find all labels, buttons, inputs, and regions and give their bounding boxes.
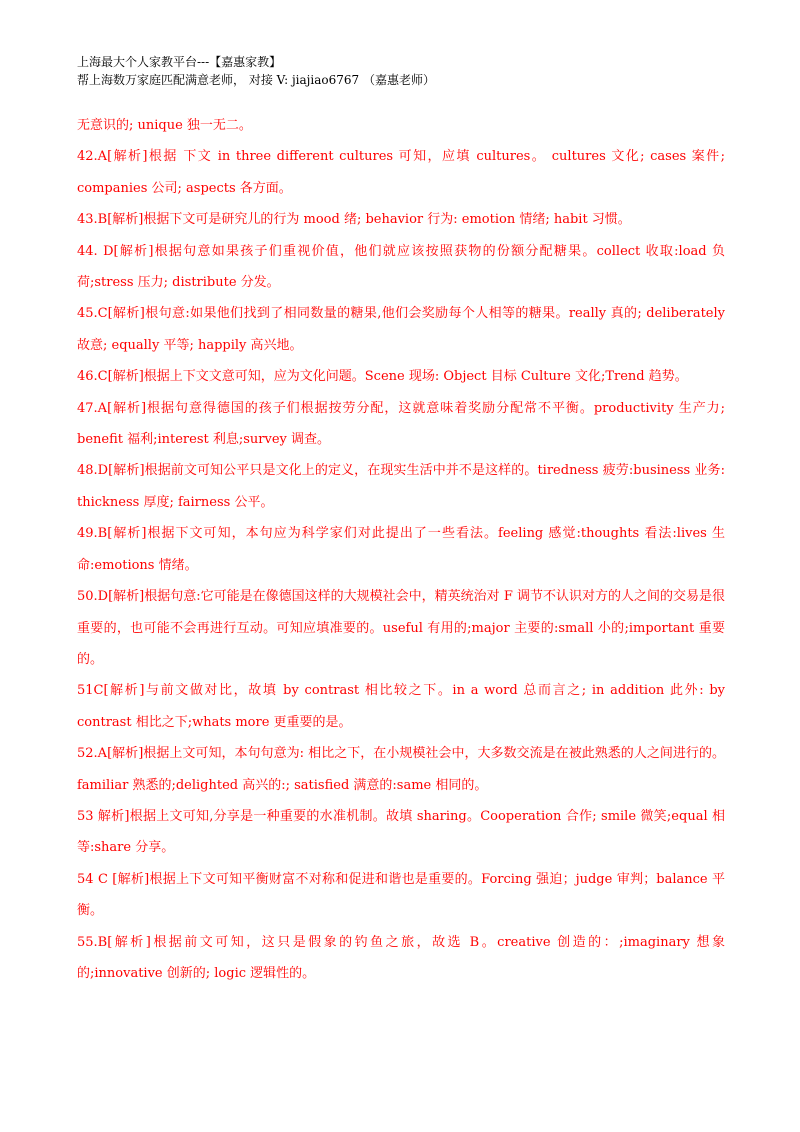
answer-48: 48.D[解析]根据前文可知公平只是文化上的定义，在现实生活中并不是这样的。tiredness 疲劳:business 业务: thickness 厚度; fairness 公平。 [77, 463, 725, 510]
answer-51: 51C[解析]与前文做对比，故填 by contrast 相比较之下。in a word 总而言之; in addition 此外: by contrast 相比之下;whats more 更重要的是。 [77, 683, 725, 730]
answer-44: 44. D[解析]根据句意如果孩子们重视价值，他们就应该按照获物的份额分配糖果。collect 收取:load 负荷;stress 压力; distribute 分发。 [77, 243, 725, 291]
answer-45: 45.C[解析]根句意:如果他们找到了相同数量的糖果,他们会奖励每个人相等的糖果。really 真的; deliberately 故意; equally 平等; happily 高兴地。 [77, 306, 725, 353]
answer-50: 50.D[解析]根据句意:它可能是在像德国这样的大规模社会中，精英统治对 F 调节不认识对方的人之间的交易是很重要的，也可能不会再进行互动。可知应填准要的。useful 有用的;major 主要的:small 小的;important 重要的。 [77, 589, 725, 667]
page-header [77, 53, 737, 89]
header-line-1: 上海最大个人家教平台---【嘉惠家教】 [77, 55, 282, 69]
answer-55: 55.B[解析]根据前文可知，这只是假象的钓鱼之旅，故选 B。creative 创造的：;imaginary 想象的;innovative 创新的; logic 逻辑性的。 [77, 934, 725, 981]
answer-explanations [77, 110, 725, 989]
answer-52: 52.A[解析]根据上文可知，本句句意为: 相比之下，在小规模社会中，大多数交流是在被此熟悉的人之间进行的。familiar 熟悉的;delighted 高兴的:; satisfied 满意的:same 相同的。 [77, 746, 725, 793]
answer-42: 42.A[解析]根据 下文 in three different cultures 可知，应填 cultures。 cultures 文化; cases 案件; companies 公司; aspects 各方面。 [77, 149, 725, 196]
answer-54: 54 C [解析]根据上下文可知平衡财富不对称和促进和谐也是重要的。Forcing 强迫；judge 审判；balance 平衡。 [77, 871, 725, 919]
answer-53: 53 解析]根据上文可知,分享是一种重要的水准机制。故填 sharing。Cooperation 合作; smile 微笑;equal 相等:share 分享。 [77, 808, 725, 856]
header-line-2: 帮上海数万家庭匹配满意老师， 对接 V: jiajiao6767 （嘉惠老师） [77, 73, 435, 87]
answer-49: 49.B[解析]根据下文可知，本句应为科学家们对此提出了一些看法。feeling 感觉:thoughts 看法:lives 生命:emotions 情绪。 [77, 526, 725, 573]
answer-47: 47.A[解析]根据句意得德国的孩子们根据按劳分配，这就意味着奖励分配常不平衡。productivity 生产力; benefit 福利;interest 利息;survey 调查。 [77, 400, 725, 448]
answer-43: 43.B[解析]根据下文可是研究儿的行为 mood 绪; behavior 行为: emotion 情绪; habit 习惯。 [77, 212, 631, 228]
answer-41-tail: 无意识的; unique 独一无二。 [77, 118, 252, 133]
answer-46: 46.C[解析]根据上下文文意可知，应为文化问题。Scene 现场: Object 目标 Culture 文化;Trend 趋势。 [77, 369, 688, 385]
